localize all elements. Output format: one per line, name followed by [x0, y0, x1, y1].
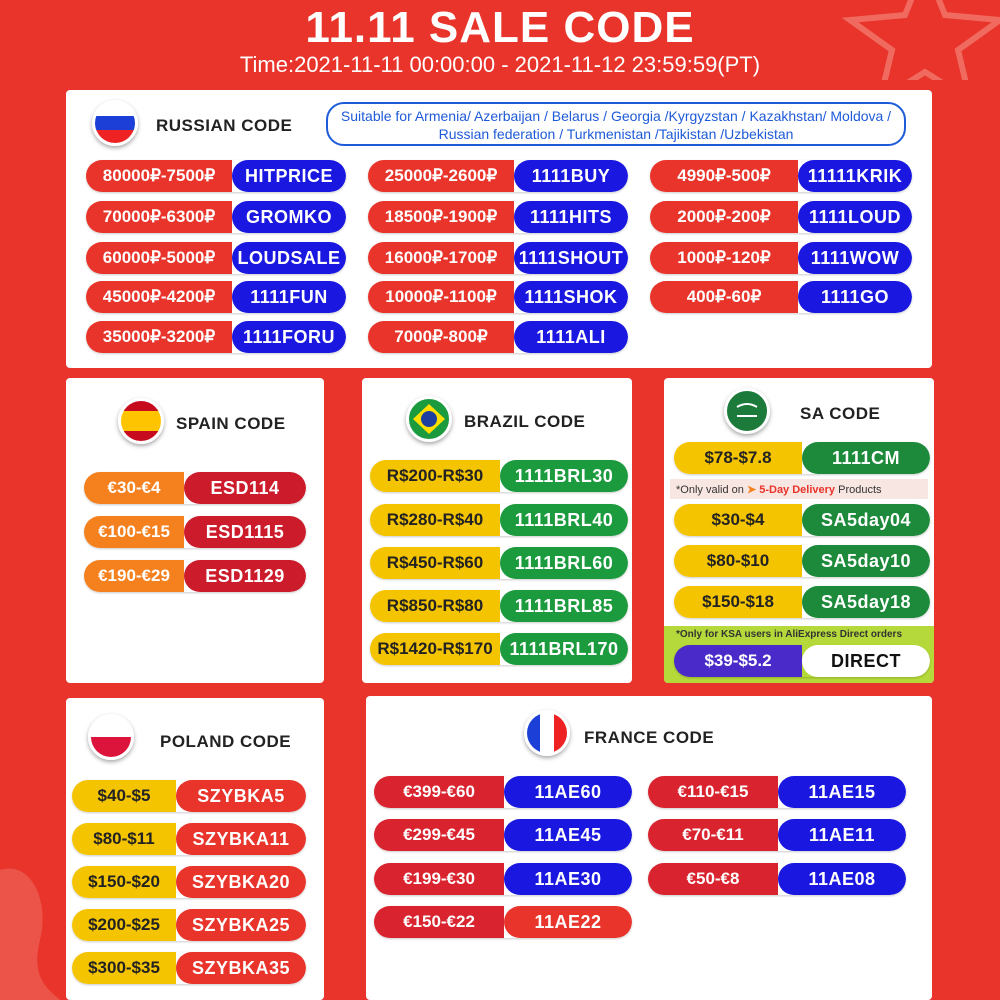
coupon-ru-10[interactable]: 7000₽-800₽ 1111ALI	[368, 321, 628, 353]
coupon-ru-14[interactable]: 400₽-60₽ 1111GO	[650, 281, 912, 313]
coupon-sa-direct[interactable]: $39-$5.2 DIRECT	[674, 645, 930, 677]
coupon-pl-5[interactable]: $300-$35 SZYBKA35	[72, 952, 306, 984]
coupon-pl-4[interactable]: $200-$25 SZYBKA25	[72, 909, 306, 941]
france-flag-icon	[524, 710, 570, 756]
coupon-es-3[interactable]: €190-€29 ESD1129	[84, 560, 306, 592]
france-code-panel	[366, 696, 932, 1000]
coupon-es-2[interactable]: €100-€15 ESD1115	[84, 516, 306, 548]
france-code-label: FRANCE CODE	[584, 728, 715, 747]
coupon-sa-4[interactable]: $150-$18 SA5day18	[674, 586, 930, 618]
saudi-emblem-icon	[727, 391, 767, 431]
coupon-ru-7[interactable]: 18500₽-1900₽ 1111HITS	[368, 201, 628, 233]
coupon-ru-2[interactable]: 70000₽-6300₽ GROMKO	[86, 201, 346, 233]
coupon-fr-7[interactable]: €50-€8 11AE08	[648, 863, 906, 895]
brazil-code-panel	[362, 378, 632, 683]
poland-code-panel	[66, 698, 324, 1000]
blob-decoration-icon	[0, 840, 70, 1000]
suitable-countries-note: Suitable for Armenia/ Azerbaijan / Belarus / Georgia /Kyrgyzstan / Kazakhstan/ Moldova / Russian federation / Turkmenistan /Tajikistan /Uzbekistan	[326, 102, 906, 146]
five-day-delivery-note: *Only valid on ➤ 5-Day Delivery Products	[676, 484, 882, 496]
spain-flag-icon	[118, 398, 164, 444]
five-day-brand: 5-Day Delivery	[759, 484, 836, 496]
coupon-ru-11[interactable]: 4990₽-500₽ 11111KRIK	[650, 160, 912, 192]
coupon-pl-3[interactable]: $150-$20 SZYBKA20	[72, 866, 306, 898]
coupon-ru-3[interactable]: 60000₽-5000₽ LOUDSALE	[86, 242, 346, 274]
coupon-ru-13[interactable]: 1000₽-120₽ 1111WOW	[650, 242, 912, 274]
coupon-es-1[interactable]: €30-€4 ESD114	[84, 472, 306, 504]
coupon-pl-2[interactable]: $80-$11 SZYBKA11	[72, 823, 306, 855]
coupon-br-1[interactable]: R$200-R$30 1111BRL30	[370, 460, 628, 492]
ksa-direct-note: *Only for KSA users in AliExpress Direct orders	[676, 629, 903, 640]
coupon-br-4[interactable]: R$850-R$80 1111BRL85	[370, 590, 628, 622]
spain-code-panel	[66, 378, 324, 683]
brazil-diamond-icon	[409, 399, 449, 439]
coupon-br-3[interactable]: R$450-R$60 1111BRL60	[370, 547, 628, 579]
coupon-br-2[interactable]: R$280-R$40 1111BRL40	[370, 504, 628, 536]
coupon-ru-5[interactable]: 35000₽-3200₽ 1111FORU	[86, 321, 346, 353]
brazil-flag-icon	[406, 396, 452, 442]
sa-code-panel	[664, 378, 934, 683]
coupon-sa-1[interactable]: $78-$7.8 1111CM	[674, 442, 930, 474]
saudi-flag-icon	[724, 388, 770, 434]
coupon-ru-12[interactable]: 2000₽-200₽ 1111LOUD	[650, 201, 912, 233]
brazil-code-label: BRAZIL CODE	[464, 412, 586, 431]
sa-code-label: SA CODE	[800, 404, 881, 423]
coupon-ru-9[interactable]: 10000₽-1100₽ 1111SHOK	[368, 281, 628, 313]
russia-flag-icon	[92, 100, 138, 146]
coupon-ru-4[interactable]: 45000₽-4200₽ 1111FUN	[86, 281, 346, 313]
coupon-sa-3[interactable]: $80-$10 SA5day10	[674, 545, 930, 577]
russian-code-panel	[66, 90, 932, 368]
coupon-ru-1[interactable]: 80000₽-7500₽ HITPRICE	[86, 160, 346, 192]
coupon-fr-3[interactable]: €199-€30 11AE30	[374, 863, 632, 895]
coupon-br-5[interactable]: R$1420-R$170 1111BRL170	[370, 633, 628, 665]
poland-code-label: POLAND CODE	[160, 732, 292, 751]
sale-time: Time:2021-11-11 00:00:00 - 2021-11-12 23:59:59(PT)	[239, 52, 761, 77]
poland-flag-icon	[88, 714, 134, 760]
russian-code-label: RUSSIAN CODE	[156, 116, 293, 135]
delivery-truck-icon: ➤	[746, 484, 757, 496]
coupon-pl-1[interactable]: $40-$5 SZYBKA5	[72, 780, 306, 812]
coupon-fr-2[interactable]: €299-€45 11AE45	[374, 819, 632, 851]
coupon-fr-4[interactable]: €150-€22 11AE22	[374, 906, 632, 938]
coupon-fr-6[interactable]: €70-€11 11AE11	[648, 819, 906, 851]
spain-code-label: SPAIN CODE	[176, 414, 286, 433]
coupon-ru-8[interactable]: 16000₽-1700₽ 1111SHOUT	[368, 242, 628, 274]
coupon-fr-1[interactable]: €399-€60 11AE60	[374, 776, 632, 808]
coupon-fr-5[interactable]: €110-€15 11AE15	[648, 776, 906, 808]
coupon-ru-6[interactable]: 25000₽-2600₽ 1111BUY	[368, 160, 628, 192]
page-title: 11.11 SALE CODE	[305, 3, 695, 52]
coupon-sa-2[interactable]: $30-$4 SA5day04	[674, 504, 930, 536]
